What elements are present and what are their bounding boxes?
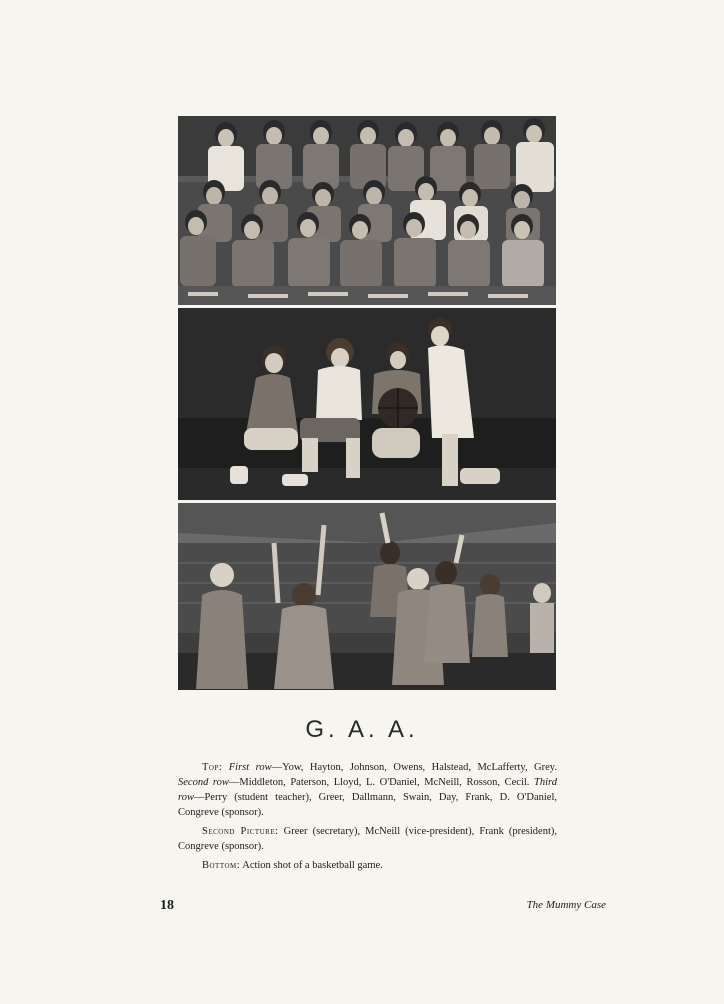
caption-second-label: Second Picture: bbox=[202, 826, 279, 837]
caption-bottom-text: Action shot of a basketball game. bbox=[242, 860, 383, 871]
game-action-photo-image bbox=[178, 503, 556, 690]
photo-caption bbox=[178, 760, 557, 877]
caption-top-label: Top: bbox=[202, 762, 223, 773]
caption-row1-label: First row bbox=[228, 762, 272, 773]
officers-photo bbox=[178, 308, 556, 500]
group-photo-image bbox=[178, 116, 556, 305]
caption-row2-names: —Middleton, Paterson, Lloyd, L. O'Daniel, McNeill, Rosson, Cecil. bbox=[228, 777, 530, 788]
officers-photo-image bbox=[178, 308, 556, 500]
game-action-photo bbox=[178, 503, 556, 690]
caption-row3-names: —Perry (student teacher), Greer, Dallmann, Swain, Day, Frank, D. O'Daniel, Congreve (sponsor). bbox=[178, 792, 557, 818]
page-number: 18 bbox=[160, 898, 174, 913]
caption-row2-label: Second row bbox=[178, 777, 229, 788]
caption-bottom-label: Bottom: bbox=[202, 860, 241, 871]
caption-second bbox=[178, 824, 557, 854]
caption-row1-names: —Yow, Hayton, Johnson, Owens, Halstead, McLafferty, Grey. bbox=[271, 762, 557, 773]
publication-name: The Mummy Case bbox=[526, 899, 606, 911]
caption-row3-label: Third row bbox=[178, 777, 557, 803]
caption-top bbox=[178, 760, 557, 820]
caption-bottom bbox=[178, 858, 557, 873]
group-photo bbox=[178, 116, 556, 305]
caption-second-text: Greer (secretary), McNeill (vice-president), Frank (president), Congreve (sponsor). bbox=[178, 826, 557, 852]
page-title: G. A. A. bbox=[305, 716, 419, 743]
